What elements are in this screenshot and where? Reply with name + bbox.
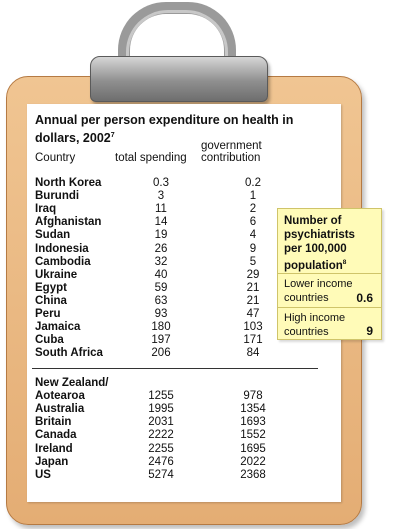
government-contribution-cell: 6	[249, 216, 257, 229]
country-cell: Canada	[35, 429, 77, 442]
country-cell: Ukraine	[35, 268, 78, 281]
high-income-value: 9	[366, 324, 373, 338]
total-spending-cell: 180	[151, 321, 171, 334]
table-row	[35, 390, 315, 403]
total-spending-cell: 1255	[148, 390, 174, 403]
government-contribution-cell: 84	[246, 347, 260, 360]
table-row	[35, 308, 315, 321]
table-row	[35, 216, 315, 229]
table-row	[35, 456, 315, 469]
title-footnote: 7	[110, 132, 115, 139]
total-spending-cell: 11	[155, 203, 167, 216]
header-government-line1: government	[201, 140, 262, 152]
table-title-text: Annual per person expenditure on health in dollars, 2002	[35, 113, 294, 146]
government-contribution-cell: 978	[243, 390, 263, 403]
total-spending-cell: 63	[154, 294, 168, 307]
government-contribution-cell: 29	[246, 268, 260, 281]
table-row	[35, 443, 315, 456]
table-row	[35, 403, 315, 416]
psychiatrists-title-line2: psychiatrists	[284, 229, 355, 241]
psychiatrists-title	[284, 214, 378, 273]
lower-income-value: 0.6	[356, 291, 373, 305]
total-spending-cell: 2222	[148, 429, 174, 442]
total-spending-cell: 3	[157, 190, 165, 203]
government-contribution-cell: 1693	[240, 416, 266, 429]
total-spending-cell: 59	[154, 281, 168, 294]
country-cell: Aotearoa	[35, 390, 85, 403]
country-cell: New Zealand/	[35, 377, 109, 389]
total-spending-cell: 2476	[148, 455, 174, 468]
table-row	[35, 229, 315, 242]
psychiatrists-separator-1	[278, 273, 381, 274]
table-row	[35, 269, 315, 282]
header-country: Country	[35, 152, 76, 164]
government-contribution-cell: 5	[249, 255, 257, 268]
table-row	[35, 243, 315, 256]
table-divider	[32, 368, 318, 369]
psychiatrists-footnote: 8	[342, 259, 347, 266]
government-contribution-cell: 2	[249, 203, 257, 216]
total-spending-cell: 32	[154, 255, 168, 268]
total-spending-cell: 19	[154, 229, 168, 242]
psychiatrists-box	[277, 208, 382, 340]
total-spending-cell: 40	[154, 268, 168, 281]
table-row	[35, 377, 315, 390]
high-income-label-line1: High income	[284, 312, 346, 324]
government-contribution-cell: 4	[249, 229, 257, 242]
country-cell: Jamaica	[35, 321, 81, 334]
total-spending-cell: 26	[154, 242, 168, 255]
total-spending-cell: 5274	[148, 468, 174, 481]
country-cell: Cuba	[35, 334, 64, 347]
table-row	[35, 295, 315, 308]
government-contribution-cell: 171	[243, 334, 263, 347]
total-spending-cell: 2031	[148, 416, 174, 429]
country-cell: North Korea	[35, 177, 102, 189]
country-cell: South Africa	[35, 347, 103, 360]
table-row	[35, 321, 315, 334]
government-contribution-cell: 103	[243, 321, 263, 334]
psychiatrists-separator-2	[278, 307, 381, 308]
government-contribution-cell: 2022	[240, 455, 266, 468]
table-row	[35, 203, 315, 216]
total-spending-cell: 206	[151, 347, 171, 360]
government-contribution-cell: 1695	[240, 442, 266, 455]
clip-hole	[155, 22, 201, 56]
government-contribution-cell: 21	[246, 281, 260, 294]
total-spending-cell: 197	[151, 334, 171, 347]
country-cell: Iraq	[35, 203, 57, 216]
country-cell: Australia	[35, 403, 85, 416]
government-contribution-cell: 0.2	[245, 177, 261, 189]
psychiatrists-title-line4: population	[284, 259, 343, 272]
table-row	[35, 334, 315, 347]
lower-income-label	[284, 277, 352, 305]
lower-income-label-line1: Lower income	[284, 278, 353, 290]
government-contribution-cell: 47	[246, 308, 260, 320]
clip-bar	[90, 56, 268, 102]
government-contribution-cell: 21	[246, 294, 260, 307]
country-cell: China	[35, 294, 67, 307]
country-cell: Cambodia	[35, 255, 91, 268]
table-title	[35, 113, 325, 146]
country-cell: Ireland	[35, 442, 73, 455]
high-income-label	[284, 311, 345, 339]
country-cell: Britain	[35, 416, 72, 429]
country-cell: Japan	[35, 455, 69, 468]
table-row	[35, 256, 315, 269]
psychiatrists-title-line1: Number of	[284, 215, 342, 227]
header-government-line2: contribution	[201, 152, 261, 164]
country-cell: Sudan	[35, 229, 71, 242]
government-contribution-cell: 9	[249, 242, 257, 255]
total-spending-cell: 1995	[148, 403, 174, 416]
country-cell: US	[35, 468, 51, 481]
country-cell: Egypt	[35, 281, 67, 294]
country-cell: Peru	[35, 308, 61, 320]
table-row	[35, 347, 315, 360]
table-row	[35, 177, 315, 190]
table-row	[35, 429, 315, 442]
table-row	[35, 282, 315, 295]
total-spending-cell: 0.3	[153, 177, 169, 189]
table-row	[35, 469, 315, 482]
country-cell: Indonesia	[35, 242, 89, 255]
header-total: total spending	[115, 152, 187, 164]
government-contribution-cell: 1354	[240, 403, 266, 416]
total-spending-cell: 93	[154, 308, 168, 320]
high-income-label-line2: countries	[284, 326, 329, 338]
government-contribution-cell: 2368	[240, 468, 266, 481]
country-cell: Afghanistan	[35, 216, 102, 229]
total-spending-cell: 2255	[148, 442, 174, 455]
government-contribution-cell: 1552	[240, 429, 266, 442]
table-row	[35, 416, 315, 429]
psychiatrists-title-line3: per 100,000	[284, 243, 347, 255]
government-contribution-cell: 1	[249, 190, 257, 203]
table-row	[35, 190, 315, 203]
total-spending-cell: 14	[154, 216, 168, 229]
country-cell: Burundi	[35, 190, 80, 203]
lower-income-label-line2: countries	[284, 292, 329, 304]
